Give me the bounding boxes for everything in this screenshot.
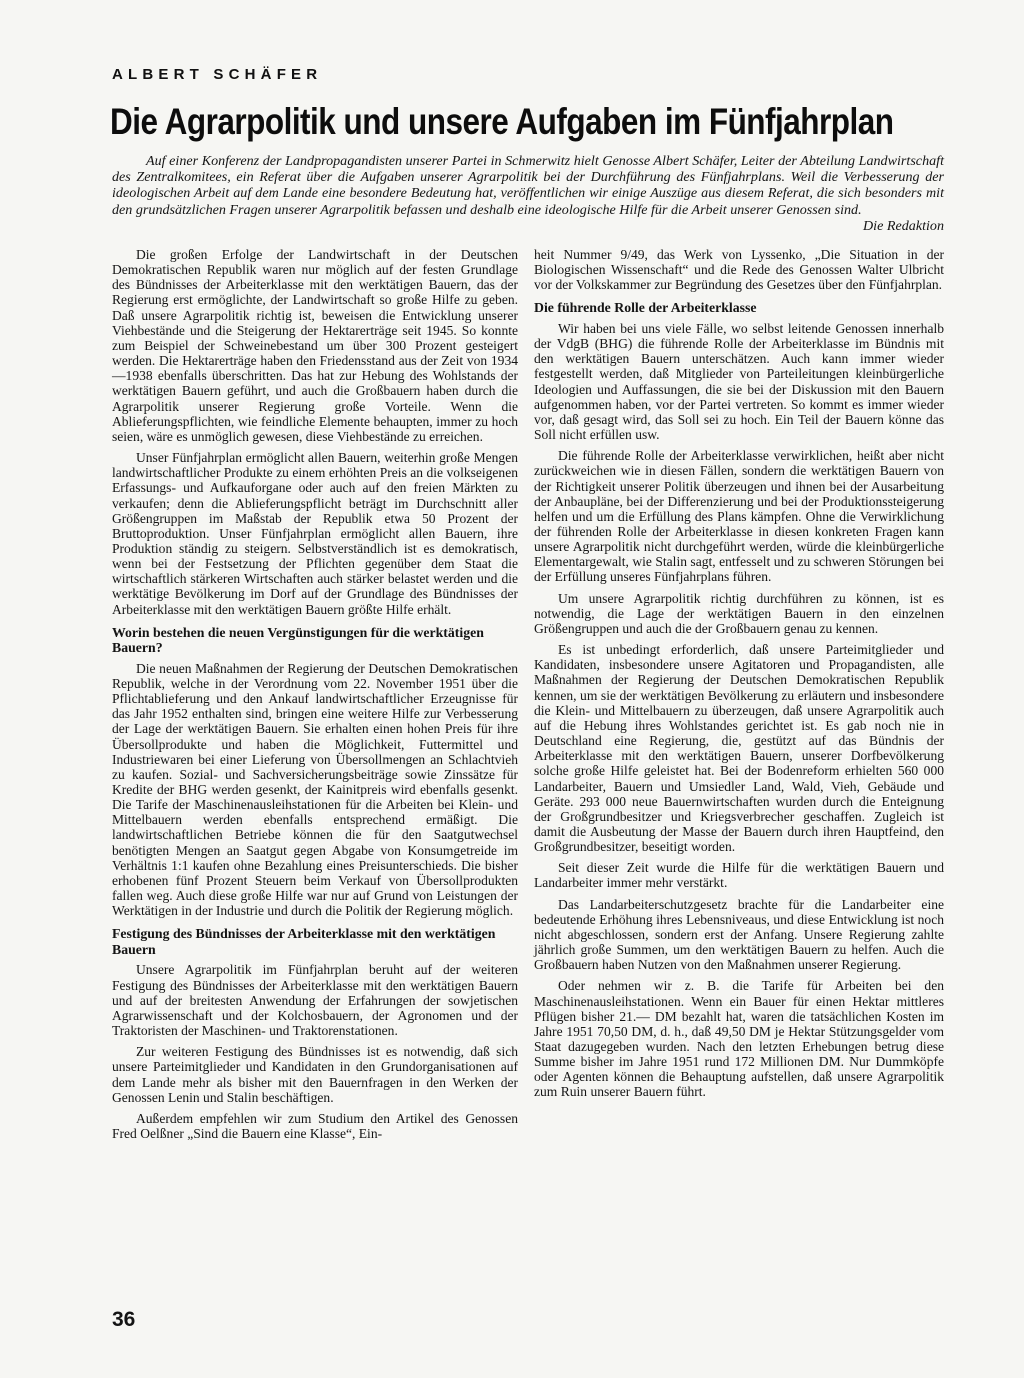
editorial-intro: [112, 153, 944, 234]
page-number: 36: [112, 1308, 136, 1331]
right-column: [534, 247, 944, 1106]
paragraph: Außerdem empfehlen wir zum Studium den Artikel des Genossen Fred Oelßner „Sind die Bauern eine Klasse“, Ein-: [112, 1110, 518, 1141]
paragraph: Unsere Agrarpolitik im Fünfjahrplan beruht auf der weiteren Festigung des Bündnisses der Arbeiterklasse mit den werktätigen Bauern und auf der breitesten Anwendung der Erfahrungen der sowjetischen Agrarwissenschaft und der Kolchosbauern, der Agronomen und der Traktoristen der Maschinen- und Traktorenstationen.: [112, 962, 518, 1039]
paragraph: Unser Fünfjahrplan ermöglicht allen Bauern, weiterhin große Mengen landwirtschaftlicher Produkte zu einem erhöhten Preis an die volkseigenen Erfassungs- und Aufkauforgane oder auch auf den freien Märkten zu verkaufen; denn die Ablieferungspflicht beträgt im Durchschnitt aller Größengruppen im Maßstab der Republik etwa 50 Prozent der Bruttoproduktion. Unser Fünfjahrplan ermöglicht allen Bauern, ihre Produktion ständig zu steigern. Selbstverständlich ist es demokratisch, wenn bei der Festsetzung der Pflichten gegenüber dem Staat die wirtschaftlich stärkeren Wirtschaften auch stärker belastet werden und die werktätige Bevölkerung im Dorf auf der Grundlage des Bündnisses der Arbeiterklasse mit den werktätigen Bauern größte Hilfe erhält.: [112, 450, 518, 617]
section-heading: Die führende Rolle der Arbeiterklasse: [534, 300, 757, 316]
section-heading: Worin bestehen die neuen Vergünstigungen für die werktätigen Bauern?: [112, 624, 484, 656]
paragraph: Wir haben bei uns viele Fälle, wo selbst leitende Genossen innerhalb der VdgB (BHG) die führende Rolle der Arbeiterklasse im Bündnis mit den werktätigen Bauern unterschätzen. Auch kann immer wieder festgestellt werden, daß Mitglieder von Parteileitungen kleinbürgerliche Ideologien und Auffassungen, die sie bei der Diskussion mit den Bauern aufgenommen haben, vor der Partei vertreten. So kommt es immer wieder vor, daß gesagt wird, das Soll sei zu hoch. Ein Teil der Bauern könne das Soll nicht erfüllen usw.: [534, 320, 944, 443]
paragraph: Um unsere Agrarpolitik richtig durchführen zu können, ist es notwendig, die Lage der werktätigen Bauern in den einzelnen Größengruppen und auch die der Großbauern genau zu kennen.: [534, 590, 944, 636]
paragraph: Seit dieser Zeit wurde die Hilfe für die werktätigen Bauern und Landarbeiter immer mehr verstärkt.: [534, 860, 944, 891]
paragraph: Die führende Rolle der Arbeiterklasse verwirklichen, heißt aber nicht zurückweichen wie in diesen Fällen, sondern die werktätigen Bauern von der Richtigkeit unserer Politik überzeugen und ihnen bei der Ausarbeitung der Anbaupläne, bei der Differenzierung und bei der Produktionssteigerung helfen und um die Erfüllung des Plans kämpfen. Ohne die Verwirklichung der führenden Rolle der Arbeiterklasse in diesen konkreten Fragen kann unsere Agrarpolitik nicht durchgeführt werden, würde die kleinbürgerliche Elementargewalt, wie Stalin sagt, entfesselt und zu schweren Störungen bei der Erfüllung unseres Fünfjahrplans führen.: [534, 448, 944, 585]
editorial-signature: Die Redaktion: [862, 217, 944, 234]
intro-text: Auf einer Konferenz der Landpropagandisten unserer Partei in Schmerwitz hielt Genosse Albert Schäfer, Leiter der Abteilung Landwirtschaft des Zentralkomitees, ein Referat über die Aufgaben unserer Agrarpolitik bei der Durchführung des Fünfjahrplans. Weil die Verbesserung der ideologischen Arbeit auf dem Lande eine besondere Bedeutung hat, veröffentlichen wir einige Auszüge aus diesem Referat, die sich besonders mit den grundsätzlichen Fragen unserer Agrarpolitik befassen und deshalb eine ideologische Hilfe für die Arbeit unserer Genossen sind.: [112, 153, 944, 218]
author-name: ALBERT SCHÄFER: [112, 66, 323, 83]
paragraph: Oder nehmen wir z. B. die Tarife für Arbeiten bei den Maschinenausleihstationen. Wenn ein Bauer für einen Hektar mittleres Pflügen bisher 21.— DM bezahlt hat, waren die tatsächlichen Kosten im Jahre 1951 70,50 DM, d. h., daß 49,50 DM je Hektar Stützungsgelder vom Staat dazugegeben wurden. Nach den letzten Erhebungen betrug diese Summe bisher im Jahre 1951 rund 172 Millionen DM. Nur Dummköpfe oder Agenten können die Behauptung aufstellen, daß unsere Agrarpolitik zum Ruin unserer Bauern führt.: [534, 978, 944, 1100]
paragraph: Die großen Erfolge der Landwirtschaft in der Deutschen Demokratischen Republik waren nur möglich auf der festen Grundlage des Bündnisses der Arbeiterklasse mit den werktätigen Bauern, das der Regierung erst ermöglichte, der Landwirtschaft so große Hilfe zu geben. Daß unsere Agrarpolitik richtig ist, beweisen die Entwicklung unserer Viehbestände und die Steigerung der Hektarerträge seit 1945. So konnte zum Beispiel der Schweinebestand um über 300 Prozent gesteigert werden. Die Hektarerträge haben den Friedensstand aus der Zeit von 1934—1938 ebenfalls überschritten. Das hat zur Hebung des Wohlstands der werktätigen Bauern geführt, und auch die Großbauern haben durch die Agrarpolitik unserer Regierung große Vorteile. Wenn die Ablieferungspflichten, wie feindliche Elemente behaupten, immer zu hoch seien, wäre es unmöglich gewesen, diese Viehbestände zu erreichen.: [112, 247, 518, 444]
paragraph: Zur weiteren Festigung des Bündnisses ist es notwendig, daß sich unsere Parteimitglieder und Kandidaten in den Grundorganisationen auf dem Lande mehr als bisher mit den Bauernfragen in den Werken der Genossen Lenin und Stalin beschäftigen.: [112, 1044, 518, 1105]
paragraph: heit Nummer 9/49, das Werk von Lyssenko, „Die Situation in der Biologischen Wissenschaft“ und die Rede des Genossen Walter Ulbricht vor der Volkskammer zur Begründung des Gesetzes über den Fünfjahrplan.: [534, 247, 944, 293]
article-title: Die Agrarpolitik und unsere Aufgaben im Fünfjahrplan: [110, 100, 894, 142]
left-column: [112, 247, 518, 1147]
paragraph: Das Landarbeiterschutzgesetz brachte für die Landarbeiter eine bedeutende Erhöhung ihres Lebensniveaus, und diese Entwicklung ist noch nicht abgeschlossen, sondern erst der Anfang. Unsere Regierung zahlte jährlich große Summen, um den werktätigen Bauern zu helfen. Auch die Großbauern haben Nutzen von den Maßnahmen unserer Regierung.: [534, 896, 944, 973]
paragraph: Die neuen Maßnahmen der Regierung der Deutschen Demokratischen Republik, welche in der Verordnung vom 22. November 1951 über die Pflichtablieferung und den Ankauf landwirtschaftlicher Erzeugnisse für das Jahr 1952 enthalten sind, bringen eine weitere Hilfe zur Verbesserung der Lage der werktätigen Bauern. Sie erhalten einen hohen Preis für ihre Übersollprodukte und haben die Möglichkeit, Futtermittel und Industriewaren bei einer Lieferung von Übersollmengen an Schlachtvieh zu kaufen. Sozial- und Sachversicherungsbeiträge sowie Zinssätze für Kredite der BHG werden gesenkt, der Kainitpreis wird ebenfalls gesenkt. Die Tarife der Maschinenausleihstationen für die Arbeiten bei Klein- und Mittelbauern werden ebenfalls entsprechend ermäßigt. Die landwirtschaftlichen Betriebe können die für den Saatgutwechsel benötigten Mengen an Saatgut gegen Abgabe von Konsumgetreide im Verhältnis 1:1 kaufen ohne Bezahlung eines Preisunterschieds. Die bisher erhobenen fünf Prozent Steuern beim Verkauf von Übersollprodukten fallen weg. Auch diese große Hilfe war nur auf Grund von Leistungen der Werktätigen in der Industrie und durch die Politik der Regierung möglich.: [112, 660, 518, 919]
section-heading: Festigung des Bündnisses der Arbeiterklasse mit den werktätigen Bauern: [112, 926, 496, 957]
paragraph: Es ist unbedingt erforderlich, daß unsere Parteimitglieder und Kandidaten, insbesondere unsere Agitatoren und Propagandisten, alle Maßnahmen der Regierung der Deutschen Demokratischen Republik kennen, um sie der werktätigen Bevölkerung zu erläutern und insbesondere die Klein- und Mittelbauern zu überzeugen, daß unsere Agrarpolitik auch auf die Hebung ihres Wohlstandes gerichtet ist. Es gab noch nie in Deutschland eine Regierung, die, gestützt auf das Bündnis der Arbeiterklasse mit den werktätigen Bauern, unserer Dorfbevölkerung solche große Hilfe geleistet hat. Bei der Bodenreform erhielten 560 000 Landarbeiter, Bauern und Umsiedler Land, Wald, Vieh, Gebäude und Geräte. 293 000 neue Bauernwirtschaften wurden durch die Enteignung der Großgrundbesitzer und Kriegsverbrecher geschaffen. Zugleich ist damit die Ausbeutung der Masse der Bauern durch ihren Hauptfeind, den Großgrundbesitzer, beseitigt worden.: [534, 642, 944, 855]
